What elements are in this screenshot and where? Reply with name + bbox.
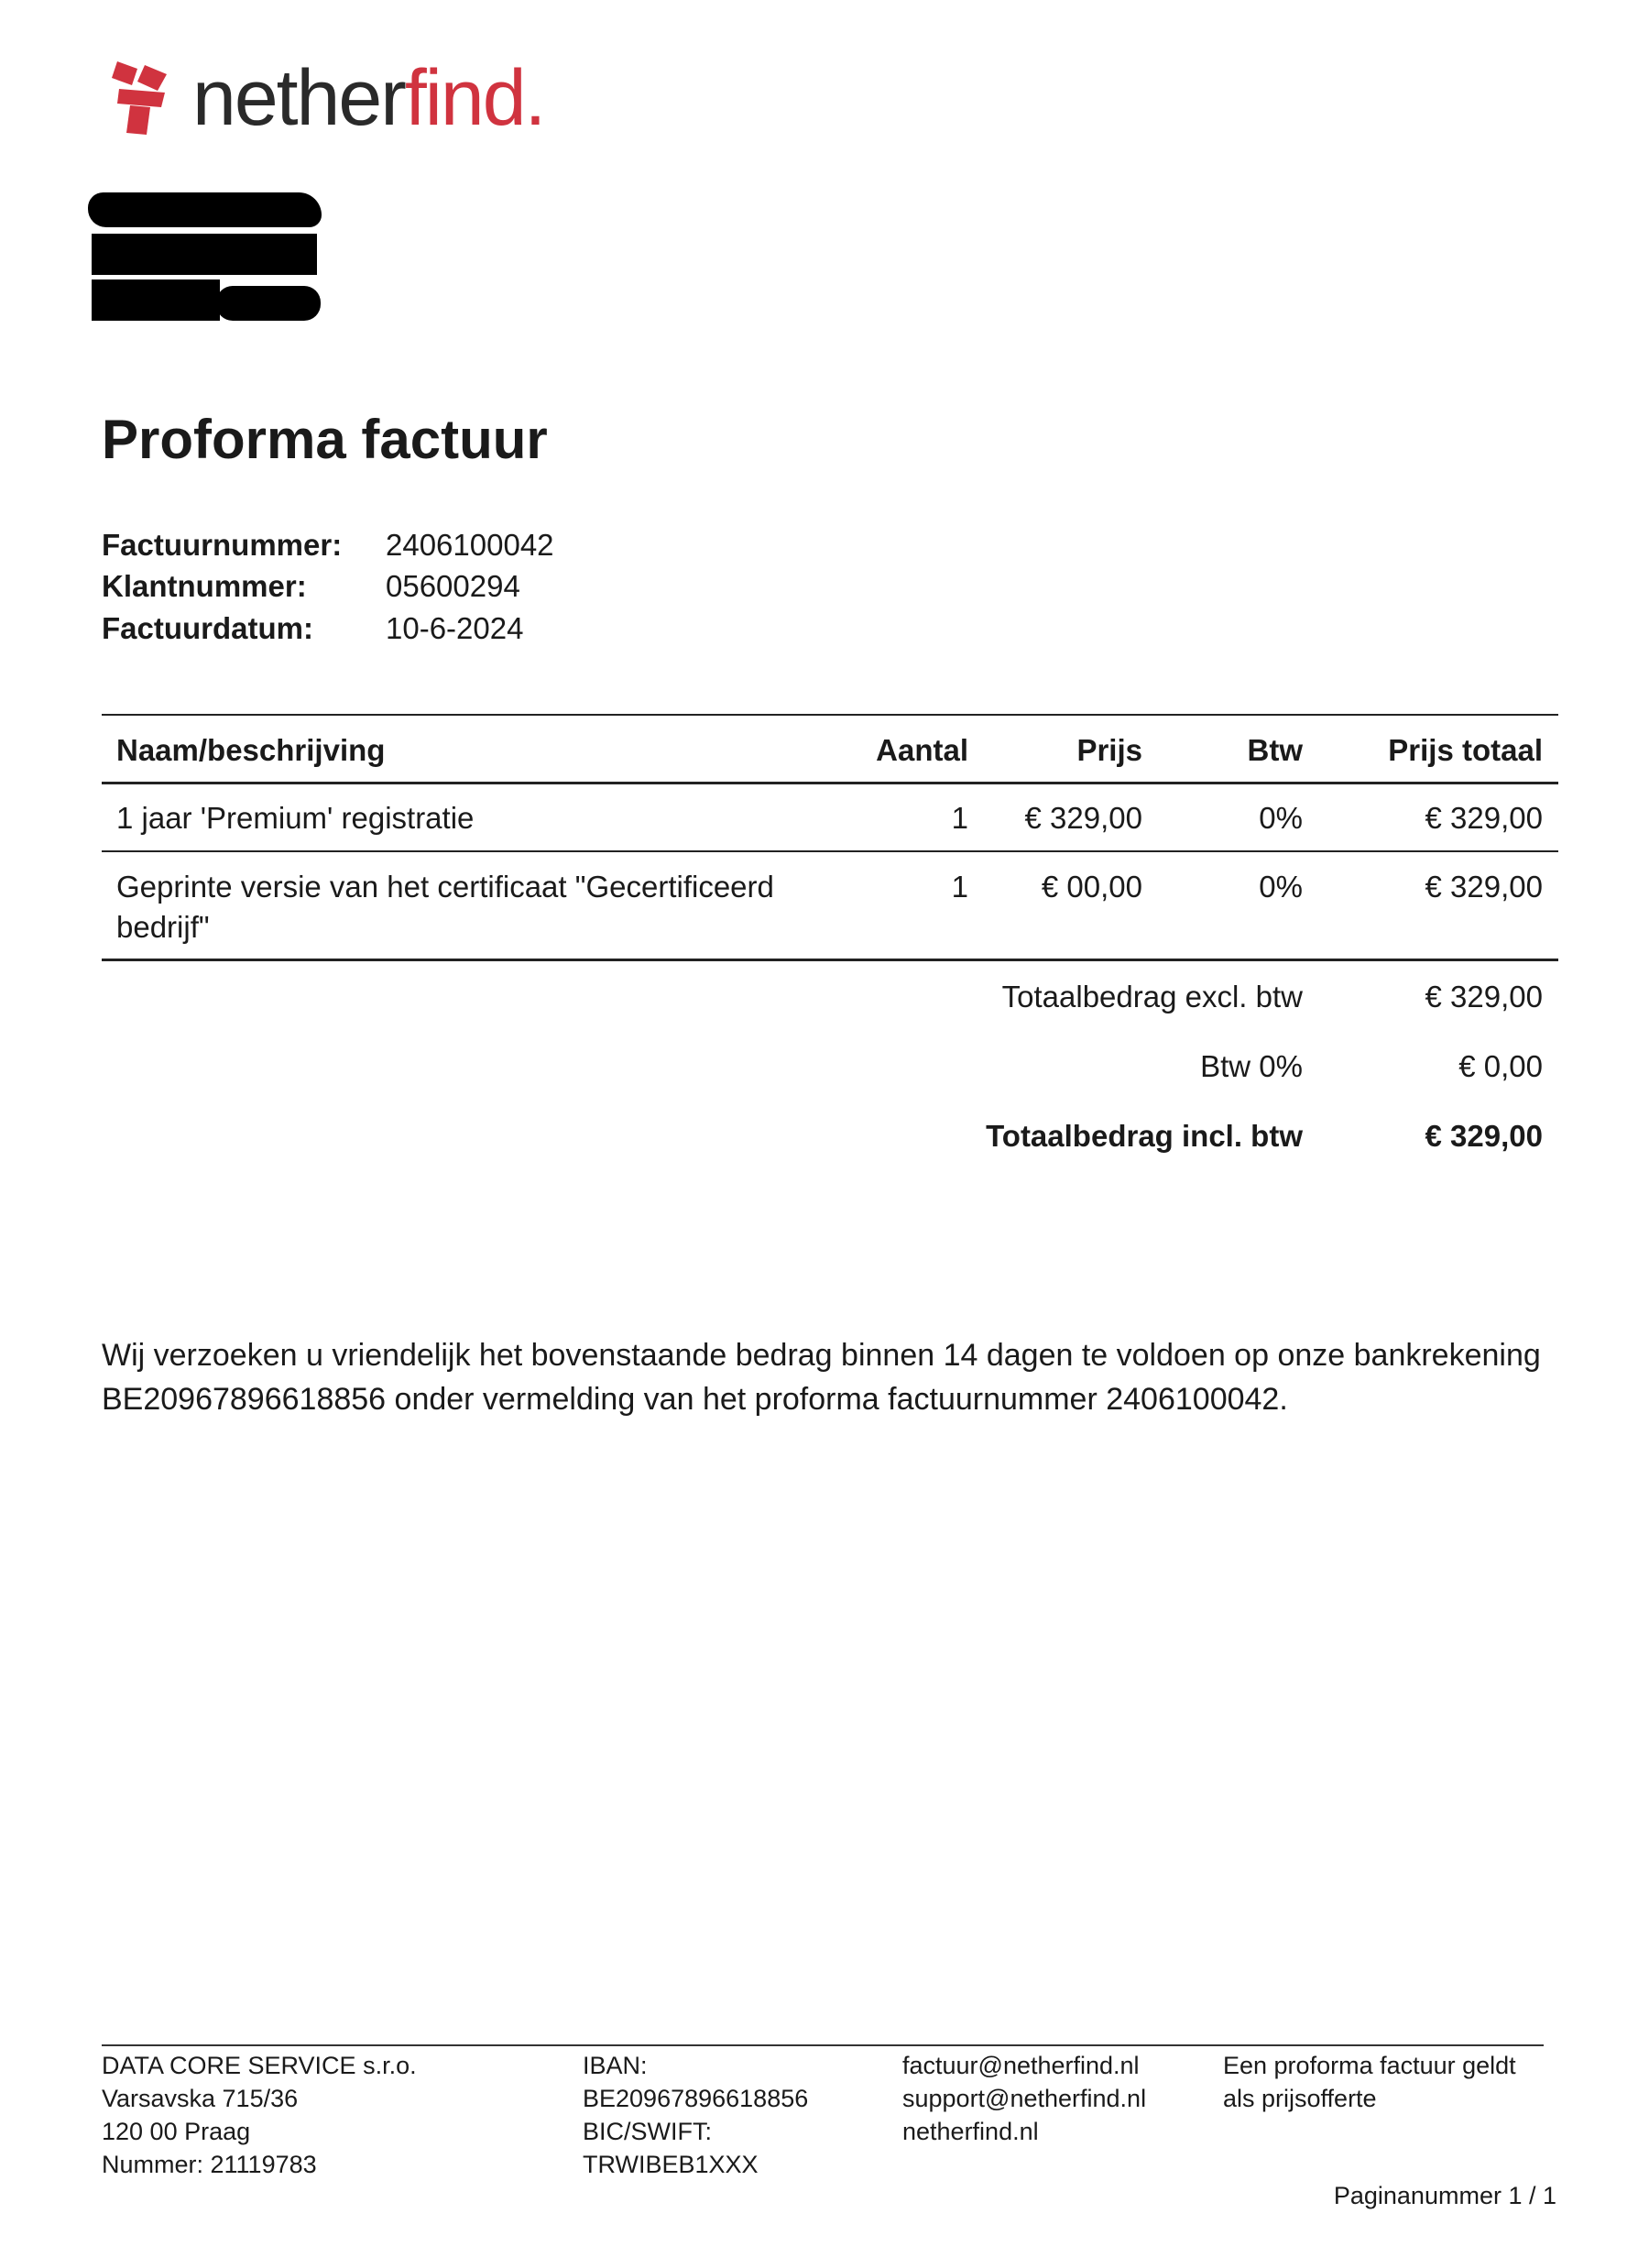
header-name: Naam/beschrijving: [116, 733, 386, 767]
vat-label: Btw 0%: [1200, 1049, 1303, 1083]
netherfind-mark-icon: [110, 61, 170, 135]
page-number: Paginanummer 1 / 1: [1333, 2182, 1556, 2209]
row-quantity: 1: [951, 870, 968, 904]
row-vat: 0%: [1259, 870, 1303, 904]
row-description: Geprinte versie van het certificaat "Gecertificeerd: [116, 870, 774, 904]
header-price: Prijs: [1076, 733, 1142, 767]
meta-invoice-date: Factuurdatum: 10-6-2024: [102, 611, 524, 645]
meta-customer-number: Klantnummer: 05600294: [102, 569, 520, 603]
header-vat: Btw: [1247, 733, 1303, 767]
row-description: 1 jaar 'Premium' registratie: [116, 801, 475, 835]
header-qty: Aantal: [876, 733, 968, 767]
row-description-cont: bedrijf": [116, 910, 210, 944]
row-total: € 329,00: [1425, 870, 1543, 904]
footer-contact: [902, 2049, 1146, 2148]
table-bottom-border: [102, 959, 1558, 961]
subtotal-label: Totaalbedrag excl. btw: [1001, 980, 1303, 1013]
meta-invoice-number: Factuurnummer: 2406100042: [102, 528, 554, 562]
grand-total-label: Totaalbedrag incl. btw: [986, 1119, 1303, 1153]
netherfind-logo: [110, 54, 545, 142]
footer-website[interactable]: netherfind.nl: [902, 2118, 1039, 2145]
footer-divider: [102, 2044, 1544, 2046]
footer-bank: IBAN: BE20967896618856 BIC/SWIFT: TRWIBEB1XXX: [583, 2052, 809, 2178]
row-total: € 329,00: [1425, 801, 1543, 835]
row-vat: 0%: [1259, 801, 1303, 835]
vat-value: € 0,00: [1458, 1049, 1543, 1083]
footer-note: Een proforma factuur geldt als prijsofferte: [1223, 2052, 1516, 2112]
redacted-name: [88, 192, 322, 227]
logo-wordmark: netherfind.: [192, 54, 545, 142]
page-title: Proforma factuur: [102, 409, 548, 470]
header-total: Prijs totaal: [1388, 733, 1543, 767]
footer-company: DATA CORE SERVICE s.r.o. Varsavska 715/36 120 00 Praag Nummer: 21119783: [102, 2052, 417, 2178]
grand-total-value: € 329,00: [1425, 1119, 1543, 1153]
row-price: € 329,00: [1024, 801, 1142, 835]
footer-invoice-email[interactable]: factuur@netherfind.nl: [902, 2052, 1140, 2079]
redacted-city: [92, 279, 220, 321]
table-row-divider: [102, 850, 1558, 852]
table-header-border: [102, 782, 1558, 784]
payment-instructions: Wij verzoeken u vriendelijk het bovenstaande bedrag binnen 14 dagen te voldoen op onze bankrekening BE20967896618856 onder vermelding van het proforma factuurnummer 2406100042.: [102, 1338, 1541, 1417]
footer-support-email[interactable]: support@netherfind.nl: [902, 2085, 1147, 2112]
redacted-street: [92, 234, 317, 275]
row-price: € 00,00: [1041, 870, 1142, 904]
row-quantity: 1: [951, 801, 968, 835]
subtotal-value: € 329,00: [1425, 980, 1543, 1013]
redacted-city-extra: [216, 286, 321, 321]
table-top-border: [102, 714, 1558, 716]
